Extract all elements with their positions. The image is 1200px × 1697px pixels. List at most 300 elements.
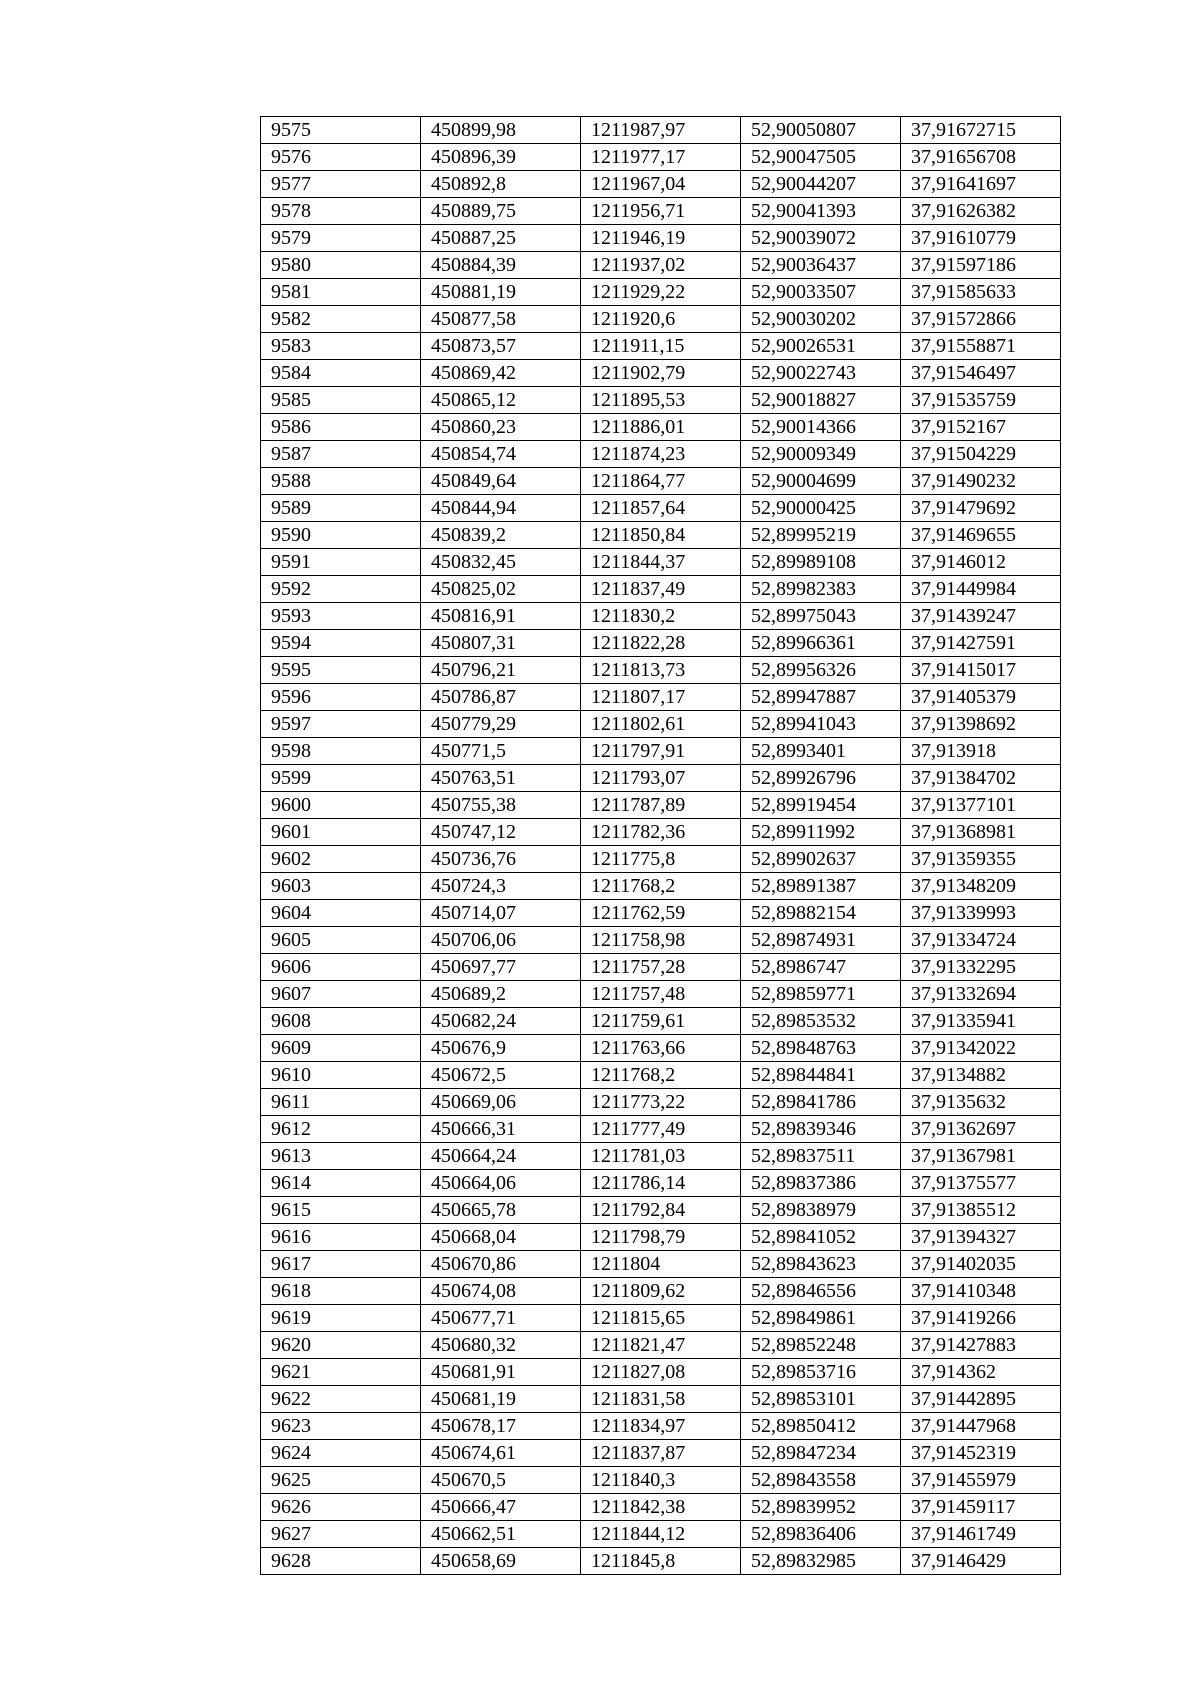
longitude-cell: 37,91398692 [901,711,1061,738]
point-number-cell: 9596 [261,684,421,711]
longitude-cell: 37,91641697 [901,171,1061,198]
latitude-cell: 52,89919454 [741,792,901,819]
x-coordinate-cell: 450677,71 [421,1305,581,1332]
table-row [261,900,1061,927]
longitude-cell: 37,91479692 [901,495,1061,522]
table-row [261,1413,1061,1440]
table-row [261,387,1061,414]
point-number-cell: 9604 [261,900,421,927]
latitude-cell: 52,89926796 [741,765,901,792]
table-row [261,1143,1061,1170]
y-coordinate-cell: 1211830,2 [581,603,741,630]
point-number-cell: 9576 [261,144,421,171]
y-coordinate-cell: 1211837,49 [581,576,741,603]
y-coordinate-cell: 1211911,15 [581,333,741,360]
y-coordinate-cell: 1211886,01 [581,414,741,441]
longitude-cell: 37,91626382 [901,198,1061,225]
x-coordinate-cell: 450670,5 [421,1467,581,1494]
longitude-cell: 37,91385512 [901,1197,1061,1224]
table-row [261,1062,1061,1089]
y-coordinate-cell: 1211757,28 [581,954,741,981]
point-number-cell: 9627 [261,1521,421,1548]
point-number-cell: 9593 [261,603,421,630]
x-coordinate-cell: 450887,25 [421,225,581,252]
longitude-cell: 37,91335941 [901,1008,1061,1035]
point-number-cell: 9614 [261,1170,421,1197]
y-coordinate-cell: 1211773,22 [581,1089,741,1116]
x-coordinate-cell: 450736,76 [421,846,581,873]
y-coordinate-cell: 1211759,61 [581,1008,741,1035]
longitude-cell: 37,91449984 [901,576,1061,603]
point-number-cell: 9601 [261,819,421,846]
x-coordinate-cell: 450662,51 [421,1521,581,1548]
point-number-cell: 9618 [261,1278,421,1305]
table-row [261,1008,1061,1035]
x-coordinate-cell: 450889,75 [421,198,581,225]
longitude-cell: 37,91332295 [901,954,1061,981]
x-coordinate-cell: 450681,19 [421,1386,581,1413]
coordinates-table [260,116,1061,1575]
point-number-cell: 9612 [261,1116,421,1143]
point-number-cell: 9620 [261,1332,421,1359]
latitude-cell: 52,90041393 [741,198,901,225]
point-number-cell: 9603 [261,873,421,900]
x-coordinate-cell: 450832,45 [421,549,581,576]
y-coordinate-cell: 1211902,79 [581,360,741,387]
x-coordinate-cell: 450682,24 [421,1008,581,1035]
y-coordinate-cell: 1211804 [581,1251,741,1278]
longitude-cell: 37,91535759 [901,387,1061,414]
y-coordinate-cell: 1211775,8 [581,846,741,873]
x-coordinate-cell: 450877,58 [421,306,581,333]
x-coordinate-cell: 450779,29 [421,711,581,738]
x-coordinate-cell: 450664,06 [421,1170,581,1197]
table-row [261,495,1061,522]
y-coordinate-cell: 1211797,91 [581,738,741,765]
longitude-cell: 37,91427883 [901,1332,1061,1359]
longitude-cell: 37,91332694 [901,981,1061,1008]
longitude-cell: 37,91656708 [901,144,1061,171]
y-coordinate-cell: 1211842,38 [581,1494,741,1521]
latitude-cell: 52,89841786 [741,1089,901,1116]
latitude-cell: 52,89853101 [741,1386,901,1413]
latitude-cell: 52,89859771 [741,981,901,1008]
x-coordinate-cell: 450670,86 [421,1251,581,1278]
latitude-cell: 52,89849861 [741,1305,901,1332]
table-row [261,198,1061,225]
table-row [261,1494,1061,1521]
table-row [261,711,1061,738]
longitude-cell: 37,91610779 [901,225,1061,252]
longitude-cell: 37,91334724 [901,927,1061,954]
table-row [261,576,1061,603]
y-coordinate-cell: 1211837,87 [581,1440,741,1467]
longitude-cell: 37,91459117 [901,1494,1061,1521]
latitude-cell: 52,89956326 [741,657,901,684]
longitude-cell: 37,91597186 [901,252,1061,279]
latitude-cell: 52,89838979 [741,1197,901,1224]
point-number-cell: 9591 [261,549,421,576]
y-coordinate-cell: 1211844,37 [581,549,741,576]
longitude-cell: 37,9134882 [901,1062,1061,1089]
y-coordinate-cell: 1211768,2 [581,1062,741,1089]
table-row [261,846,1061,873]
y-coordinate-cell: 1211768,2 [581,873,741,900]
latitude-cell: 52,90039072 [741,225,901,252]
point-number-cell: 9582 [261,306,421,333]
longitude-cell: 37,91368981 [901,819,1061,846]
longitude-cell: 37,91585633 [901,279,1061,306]
longitude-cell: 37,91375577 [901,1170,1061,1197]
x-coordinate-cell: 450672,5 [421,1062,581,1089]
point-number-cell: 9607 [261,981,421,1008]
y-coordinate-cell: 1211798,79 [581,1224,741,1251]
latitude-cell: 52,89846556 [741,1278,901,1305]
longitude-cell: 37,91447968 [901,1413,1061,1440]
x-coordinate-cell: 450854,74 [421,441,581,468]
y-coordinate-cell: 1211844,12 [581,1521,741,1548]
point-number-cell: 9605 [261,927,421,954]
x-coordinate-cell: 450896,39 [421,144,581,171]
x-coordinate-cell: 450666,47 [421,1494,581,1521]
x-coordinate-cell: 450676,9 [421,1035,581,1062]
table-row [261,117,1061,144]
x-coordinate-cell: 450796,21 [421,657,581,684]
x-coordinate-cell: 450747,12 [421,819,581,846]
longitude-cell: 37,91419266 [901,1305,1061,1332]
point-number-cell: 9611 [261,1089,421,1116]
point-number-cell: 9621 [261,1359,421,1386]
point-number-cell: 9597 [261,711,421,738]
longitude-cell: 37,91490232 [901,468,1061,495]
point-number-cell: 9625 [261,1467,421,1494]
x-coordinate-cell: 450771,5 [421,738,581,765]
table-row [261,306,1061,333]
latitude-cell: 52,90022743 [741,360,901,387]
table-row [261,954,1061,981]
table-row [261,1548,1061,1575]
point-number-cell: 9592 [261,576,421,603]
point-number-cell: 9595 [261,657,421,684]
table-row [261,252,1061,279]
point-number-cell: 9594 [261,630,421,657]
longitude-cell: 37,91546497 [901,360,1061,387]
latitude-cell: 52,89995219 [741,522,901,549]
x-coordinate-cell: 450825,02 [421,576,581,603]
point-number-cell: 9623 [261,1413,421,1440]
table-row [261,1089,1061,1116]
table-body [261,117,1061,1575]
y-coordinate-cell: 1211840,3 [581,1467,741,1494]
x-coordinate-cell: 450666,31 [421,1116,581,1143]
table-row [261,1386,1061,1413]
x-coordinate-cell: 450816,91 [421,603,581,630]
latitude-cell: 52,89848763 [741,1035,901,1062]
y-coordinate-cell: 1211845,8 [581,1548,741,1575]
latitude-cell: 52,89850412 [741,1413,901,1440]
x-coordinate-cell: 450763,51 [421,765,581,792]
point-number-cell: 9584 [261,360,421,387]
x-coordinate-cell: 450755,38 [421,792,581,819]
point-number-cell: 9602 [261,846,421,873]
point-number-cell: 9613 [261,1143,421,1170]
point-number-cell: 9579 [261,225,421,252]
x-coordinate-cell: 450674,08 [421,1278,581,1305]
table-row [261,765,1061,792]
y-coordinate-cell: 1211920,6 [581,306,741,333]
y-coordinate-cell: 1211987,97 [581,117,741,144]
y-coordinate-cell: 1211758,98 [581,927,741,954]
longitude-cell: 37,91339993 [901,900,1061,927]
x-coordinate-cell: 450881,19 [421,279,581,306]
y-coordinate-cell: 1211874,23 [581,441,741,468]
table-row [261,819,1061,846]
latitude-cell: 52,90000425 [741,495,901,522]
latitude-cell: 52,90050807 [741,117,901,144]
latitude-cell: 52,89844841 [741,1062,901,1089]
longitude-cell: 37,91415017 [901,657,1061,684]
point-number-cell: 9600 [261,792,421,819]
latitude-cell: 52,90033507 [741,279,901,306]
point-number-cell: 9608 [261,1008,421,1035]
longitude-cell: 37,91342022 [901,1035,1061,1062]
table-row [261,684,1061,711]
x-coordinate-cell: 450839,2 [421,522,581,549]
table-row [261,792,1061,819]
x-coordinate-cell: 450844,94 [421,495,581,522]
latitude-cell: 52,90026531 [741,333,901,360]
point-number-cell: 9580 [261,252,421,279]
table-row [261,468,1061,495]
longitude-cell: 37,91469655 [901,522,1061,549]
table-row [261,414,1061,441]
longitude-cell: 37,91384702 [901,765,1061,792]
table-row [261,144,1061,171]
latitude-cell: 52,89839952 [741,1494,901,1521]
y-coordinate-cell: 1211813,73 [581,657,741,684]
x-coordinate-cell: 450786,87 [421,684,581,711]
table-row [261,1440,1061,1467]
table-row [261,1305,1061,1332]
longitude-cell: 37,91558871 [901,333,1061,360]
point-number-cell: 9615 [261,1197,421,1224]
y-coordinate-cell: 1211937,02 [581,252,741,279]
y-coordinate-cell: 1211834,97 [581,1413,741,1440]
latitude-cell: 52,90004699 [741,468,901,495]
x-coordinate-cell: 450899,98 [421,117,581,144]
point-number-cell: 9617 [261,1251,421,1278]
table-row [261,1521,1061,1548]
x-coordinate-cell: 450884,39 [421,252,581,279]
table-row [261,1224,1061,1251]
latitude-cell: 52,89843623 [741,1251,901,1278]
point-number-cell: 9590 [261,522,421,549]
x-coordinate-cell: 450892,8 [421,171,581,198]
longitude-cell: 37,91402035 [901,1251,1061,1278]
latitude-cell: 52,89902637 [741,846,901,873]
x-coordinate-cell: 450689,2 [421,981,581,1008]
latitude-cell: 52,89836406 [741,1521,901,1548]
y-coordinate-cell: 1211850,84 [581,522,741,549]
longitude-cell: 37,91359355 [901,846,1061,873]
latitude-cell: 52,89975043 [741,603,901,630]
longitude-cell: 37,91367981 [901,1143,1061,1170]
table-row [261,279,1061,306]
latitude-cell: 52,89947887 [741,684,901,711]
point-number-cell: 9622 [261,1386,421,1413]
latitude-cell: 52,89839346 [741,1116,901,1143]
point-number-cell: 9626 [261,1494,421,1521]
point-number-cell: 9616 [261,1224,421,1251]
y-coordinate-cell: 1211792,84 [581,1197,741,1224]
x-coordinate-cell: 450658,69 [421,1548,581,1575]
x-coordinate-cell: 450869,42 [421,360,581,387]
longitude-cell: 37,91405379 [901,684,1061,711]
point-number-cell: 9581 [261,279,421,306]
latitude-cell: 52,90030202 [741,306,901,333]
y-coordinate-cell: 1211781,03 [581,1143,741,1170]
latitude-cell: 52,89989108 [741,549,901,576]
point-number-cell: 9588 [261,468,421,495]
longitude-cell: 37,91442895 [901,1386,1061,1413]
x-coordinate-cell: 450860,23 [421,414,581,441]
longitude-cell: 37,9152167 [901,414,1061,441]
y-coordinate-cell: 1211857,64 [581,495,741,522]
latitude-cell: 52,90047505 [741,144,901,171]
longitude-cell: 37,91452319 [901,1440,1061,1467]
x-coordinate-cell: 450664,24 [421,1143,581,1170]
point-number-cell: 9610 [261,1062,421,1089]
point-number-cell: 9578 [261,198,421,225]
table-row [261,981,1061,1008]
x-coordinate-cell: 450668,04 [421,1224,581,1251]
latitude-cell: 52,89832985 [741,1548,901,1575]
table-row [261,1116,1061,1143]
point-number-cell: 9624 [261,1440,421,1467]
y-coordinate-cell: 1211977,17 [581,144,741,171]
table-row [261,549,1061,576]
point-number-cell: 9589 [261,495,421,522]
latitude-cell: 52,8993401 [741,738,901,765]
table-row [261,1251,1061,1278]
x-coordinate-cell: 450807,31 [421,630,581,657]
point-number-cell: 9587 [261,441,421,468]
x-coordinate-cell: 450706,06 [421,927,581,954]
longitude-cell: 37,91427591 [901,630,1061,657]
y-coordinate-cell: 1211763,66 [581,1035,741,1062]
longitude-cell: 37,91410348 [901,1278,1061,1305]
y-coordinate-cell: 1211807,17 [581,684,741,711]
point-number-cell: 9575 [261,117,421,144]
x-coordinate-cell: 450669,06 [421,1089,581,1116]
longitude-cell: 37,91572866 [901,306,1061,333]
latitude-cell: 52,90014366 [741,414,901,441]
longitude-cell: 37,91362697 [901,1116,1061,1143]
y-coordinate-cell: 1211793,07 [581,765,741,792]
table-row [261,603,1061,630]
latitude-cell: 52,89852248 [741,1332,901,1359]
longitude-cell: 37,91348209 [901,873,1061,900]
longitude-cell: 37,91504229 [901,441,1061,468]
table-row [261,927,1061,954]
table-row [261,1332,1061,1359]
latitude-cell: 52,89853532 [741,1008,901,1035]
longitude-cell: 37,9146429 [901,1548,1061,1575]
table-row [261,657,1061,684]
latitude-cell: 52,90044207 [741,171,901,198]
latitude-cell: 52,90036437 [741,252,901,279]
latitude-cell: 52,89911992 [741,819,901,846]
x-coordinate-cell: 450865,12 [421,387,581,414]
x-coordinate-cell: 450678,17 [421,1413,581,1440]
y-coordinate-cell: 1211786,14 [581,1170,741,1197]
y-coordinate-cell: 1211864,77 [581,468,741,495]
table-row [261,225,1061,252]
y-coordinate-cell: 1211946,19 [581,225,741,252]
point-number-cell: 9598 [261,738,421,765]
latitude-cell: 52,89853716 [741,1359,901,1386]
latitude-cell: 52,89982383 [741,576,901,603]
latitude-cell: 52,8986747 [741,954,901,981]
point-number-cell: 9577 [261,171,421,198]
point-number-cell: 9583 [261,333,421,360]
x-coordinate-cell: 450674,61 [421,1440,581,1467]
point-number-cell: 9606 [261,954,421,981]
y-coordinate-cell: 1211967,04 [581,171,741,198]
longitude-cell: 37,91439247 [901,603,1061,630]
y-coordinate-cell: 1211831,58 [581,1386,741,1413]
point-number-cell: 9586 [261,414,421,441]
y-coordinate-cell: 1211815,65 [581,1305,741,1332]
table-row [261,1170,1061,1197]
table-row [261,360,1061,387]
longitude-cell: 37,914362 [901,1359,1061,1386]
point-number-cell: 9628 [261,1548,421,1575]
latitude-cell: 52,89837386 [741,1170,901,1197]
latitude-cell: 52,89837511 [741,1143,901,1170]
y-coordinate-cell: 1211802,61 [581,711,741,738]
longitude-cell: 37,91377101 [901,792,1061,819]
table-row [261,522,1061,549]
point-number-cell: 9599 [261,765,421,792]
table-row [261,630,1061,657]
latitude-cell: 52,89843558 [741,1467,901,1494]
x-coordinate-cell: 450849,64 [421,468,581,495]
table-row [261,1197,1061,1224]
x-coordinate-cell: 450714,07 [421,900,581,927]
longitude-cell: 37,9135632 [901,1089,1061,1116]
longitude-cell: 37,91394327 [901,1224,1061,1251]
y-coordinate-cell: 1211821,47 [581,1332,741,1359]
y-coordinate-cell: 1211822,28 [581,630,741,657]
y-coordinate-cell: 1211762,59 [581,900,741,927]
x-coordinate-cell: 450680,32 [421,1332,581,1359]
longitude-cell: 37,9146012 [901,549,1061,576]
longitude-cell: 37,913918 [901,738,1061,765]
y-coordinate-cell: 1211757,48 [581,981,741,1008]
table-row [261,1467,1061,1494]
latitude-cell: 52,89891387 [741,873,901,900]
y-coordinate-cell: 1211787,89 [581,792,741,819]
x-coordinate-cell: 450665,78 [421,1197,581,1224]
latitude-cell: 52,89847234 [741,1440,901,1467]
longitude-cell: 37,91455979 [901,1467,1061,1494]
table-row [261,441,1061,468]
y-coordinate-cell: 1211782,36 [581,819,741,846]
x-coordinate-cell: 450724,3 [421,873,581,900]
latitude-cell: 52,89941043 [741,711,901,738]
longitude-cell: 37,91672715 [901,117,1061,144]
